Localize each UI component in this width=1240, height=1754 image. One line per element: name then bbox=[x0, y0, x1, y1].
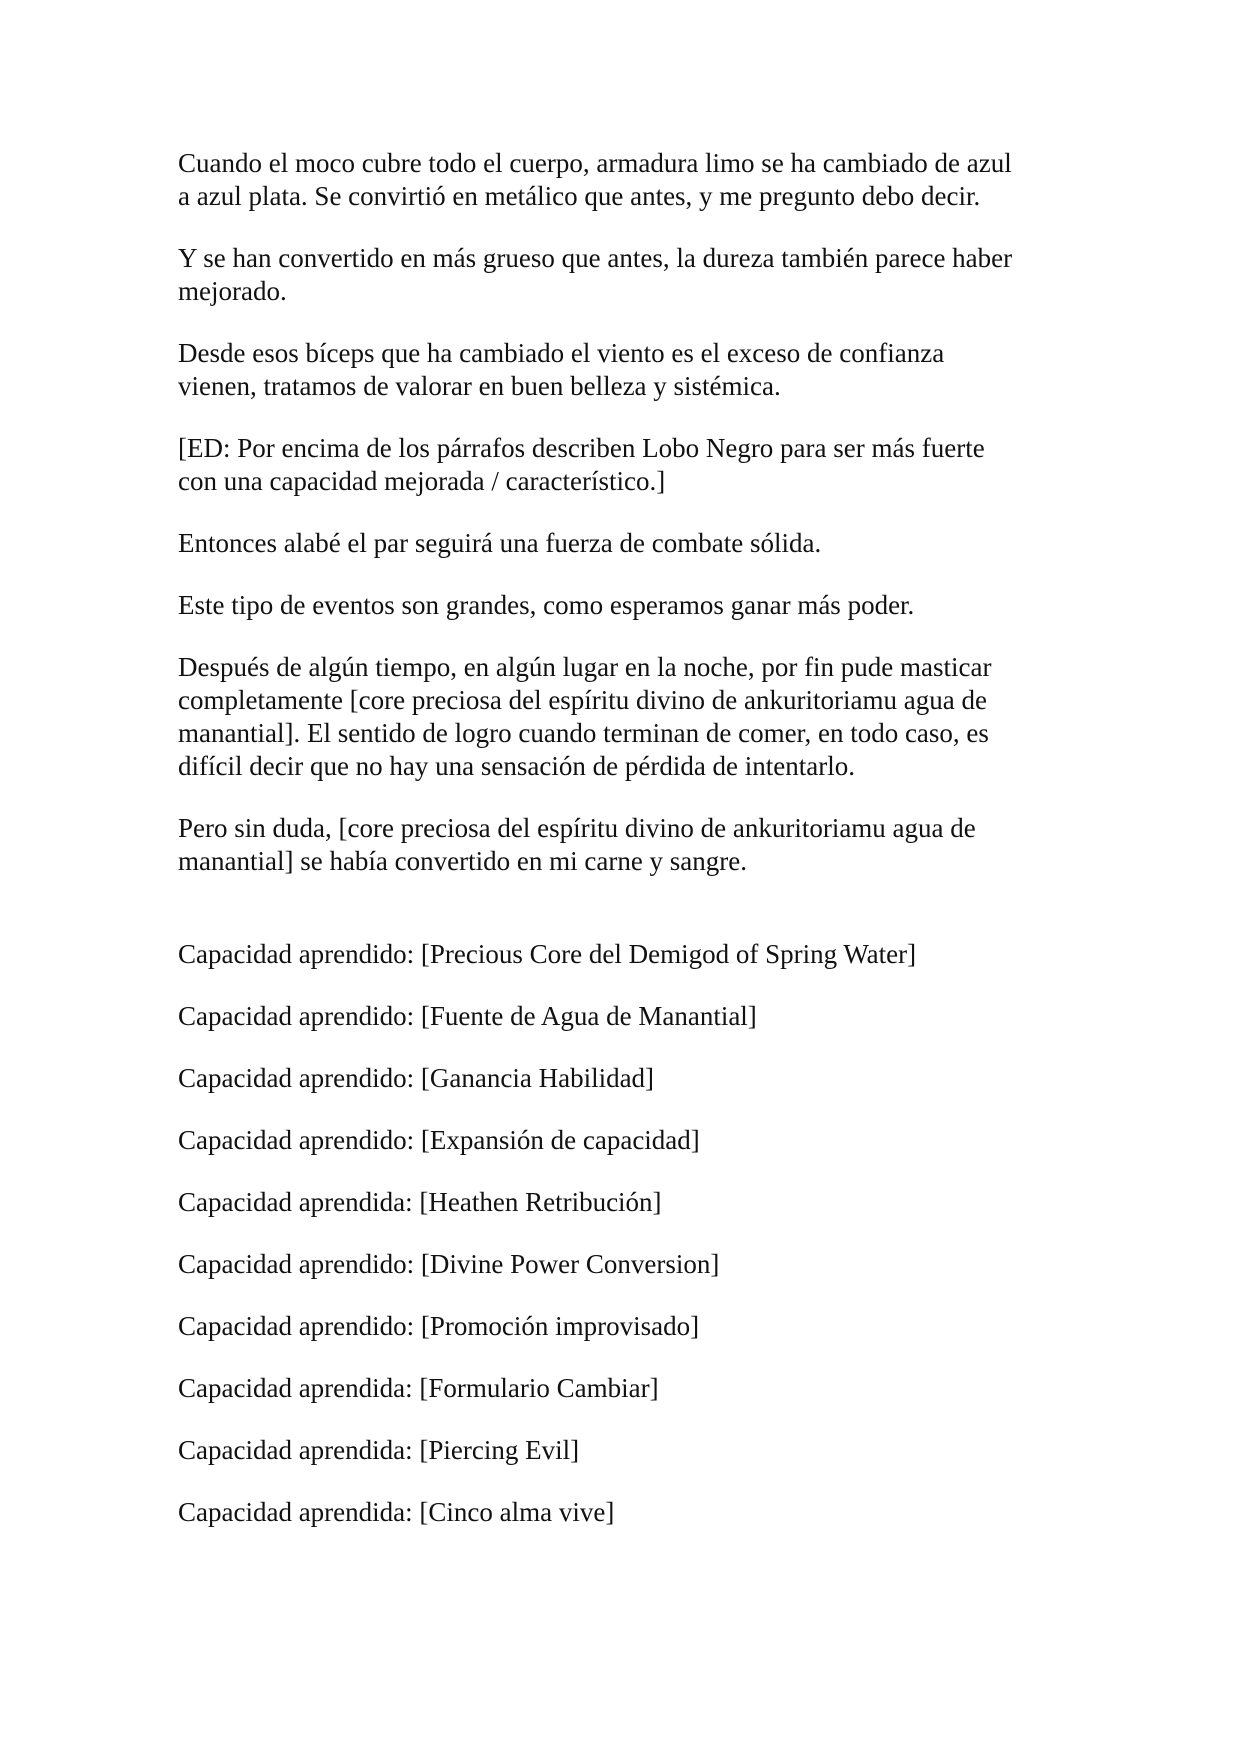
text-line: manantial]. El sentido de logro cuando terminan de comer, en todo caso, es bbox=[178, 718, 989, 748]
ability-line: Capacidad aprendida: [Cinco alma vive] bbox=[178, 1497, 615, 1527]
ability-line: Capacidad aprendida: [Formulario Cambiar] bbox=[178, 1373, 659, 1403]
text-line: mejorado. bbox=[178, 276, 287, 306]
paragraph bbox=[178, 242, 1078, 308]
text-line: Pero sin duda, [core preciosa del espíritu divino de ankuritoriamu agua de bbox=[178, 813, 976, 843]
paragraph bbox=[178, 337, 1078, 403]
ability-line: Capacidad aprendido: [Divine Power Conversion] bbox=[178, 1249, 720, 1279]
section-spacer bbox=[178, 907, 1078, 938]
paragraph bbox=[178, 147, 1078, 213]
text-line: Cuando el moco cubre todo el cuerpo, armadura limo se ha cambiado de azul bbox=[178, 148, 1012, 178]
ability-line: Capacidad aprendido: [Ganancia Habilidad] bbox=[178, 1063, 655, 1093]
paragraph bbox=[178, 527, 1078, 560]
text-line: Este tipo de eventos son grandes, como esperamos ganar más poder. bbox=[178, 590, 915, 620]
text-line: a azul plata. Se convirtió en metálico que antes, y me pregunto debo decir. bbox=[178, 181, 981, 211]
document-page bbox=[178, 147, 1078, 1558]
ability-list bbox=[178, 938, 1078, 1529]
text-line: con una capacidad mejorada / característico.] bbox=[178, 466, 666, 496]
text-line: Entonces alabé el par seguirá una fuerza de combate sólida. bbox=[178, 528, 822, 558]
text-line: Después de algún tiempo, en algún lugar en la noche, por fin pude masticar bbox=[178, 652, 992, 682]
paragraph bbox=[178, 812, 1078, 878]
text-line: Desde esos bíceps que ha cambiado el viento es el exceso de confianza bbox=[178, 338, 945, 368]
text-line: manantial] se había convertido en mi carne y sangre. bbox=[178, 846, 748, 876]
paragraph bbox=[178, 651, 1078, 783]
ability-line: Capacidad aprendido: [Precious Core del Demigod of Spring Water] bbox=[178, 939, 917, 969]
text-line: Y se han convertido en más grueso que antes, la dureza también parece haber bbox=[178, 243, 1013, 273]
text-line: completamente [core preciosa del espíritu divino de ankuritoriamu agua de bbox=[178, 685, 987, 715]
ability-line: Capacidad aprendido: [Promoción improvisado] bbox=[178, 1311, 700, 1341]
text-line: vienen, tratamos de valorar en buen belleza y sistémica. bbox=[178, 371, 781, 401]
text-line: difícil decir que no hay una sensación de pérdida de intentarlo. bbox=[178, 751, 856, 781]
editor-note-paragraph bbox=[178, 432, 1078, 498]
ability-line: Capacidad aprendido: [Expansión de capacidad] bbox=[178, 1125, 700, 1155]
ability-line: Capacidad aprendida: [Heathen Retribución] bbox=[178, 1187, 662, 1217]
paragraph bbox=[178, 589, 1078, 622]
text-line: [ED: Por encima de los párrafos describen Lobo Negro para ser más fuerte bbox=[178, 433, 985, 463]
ability-line: Capacidad aprendida: [Piercing Evil] bbox=[178, 1435, 580, 1465]
ability-line: Capacidad aprendido: [Fuente de Agua de Manantial] bbox=[178, 1001, 757, 1031]
